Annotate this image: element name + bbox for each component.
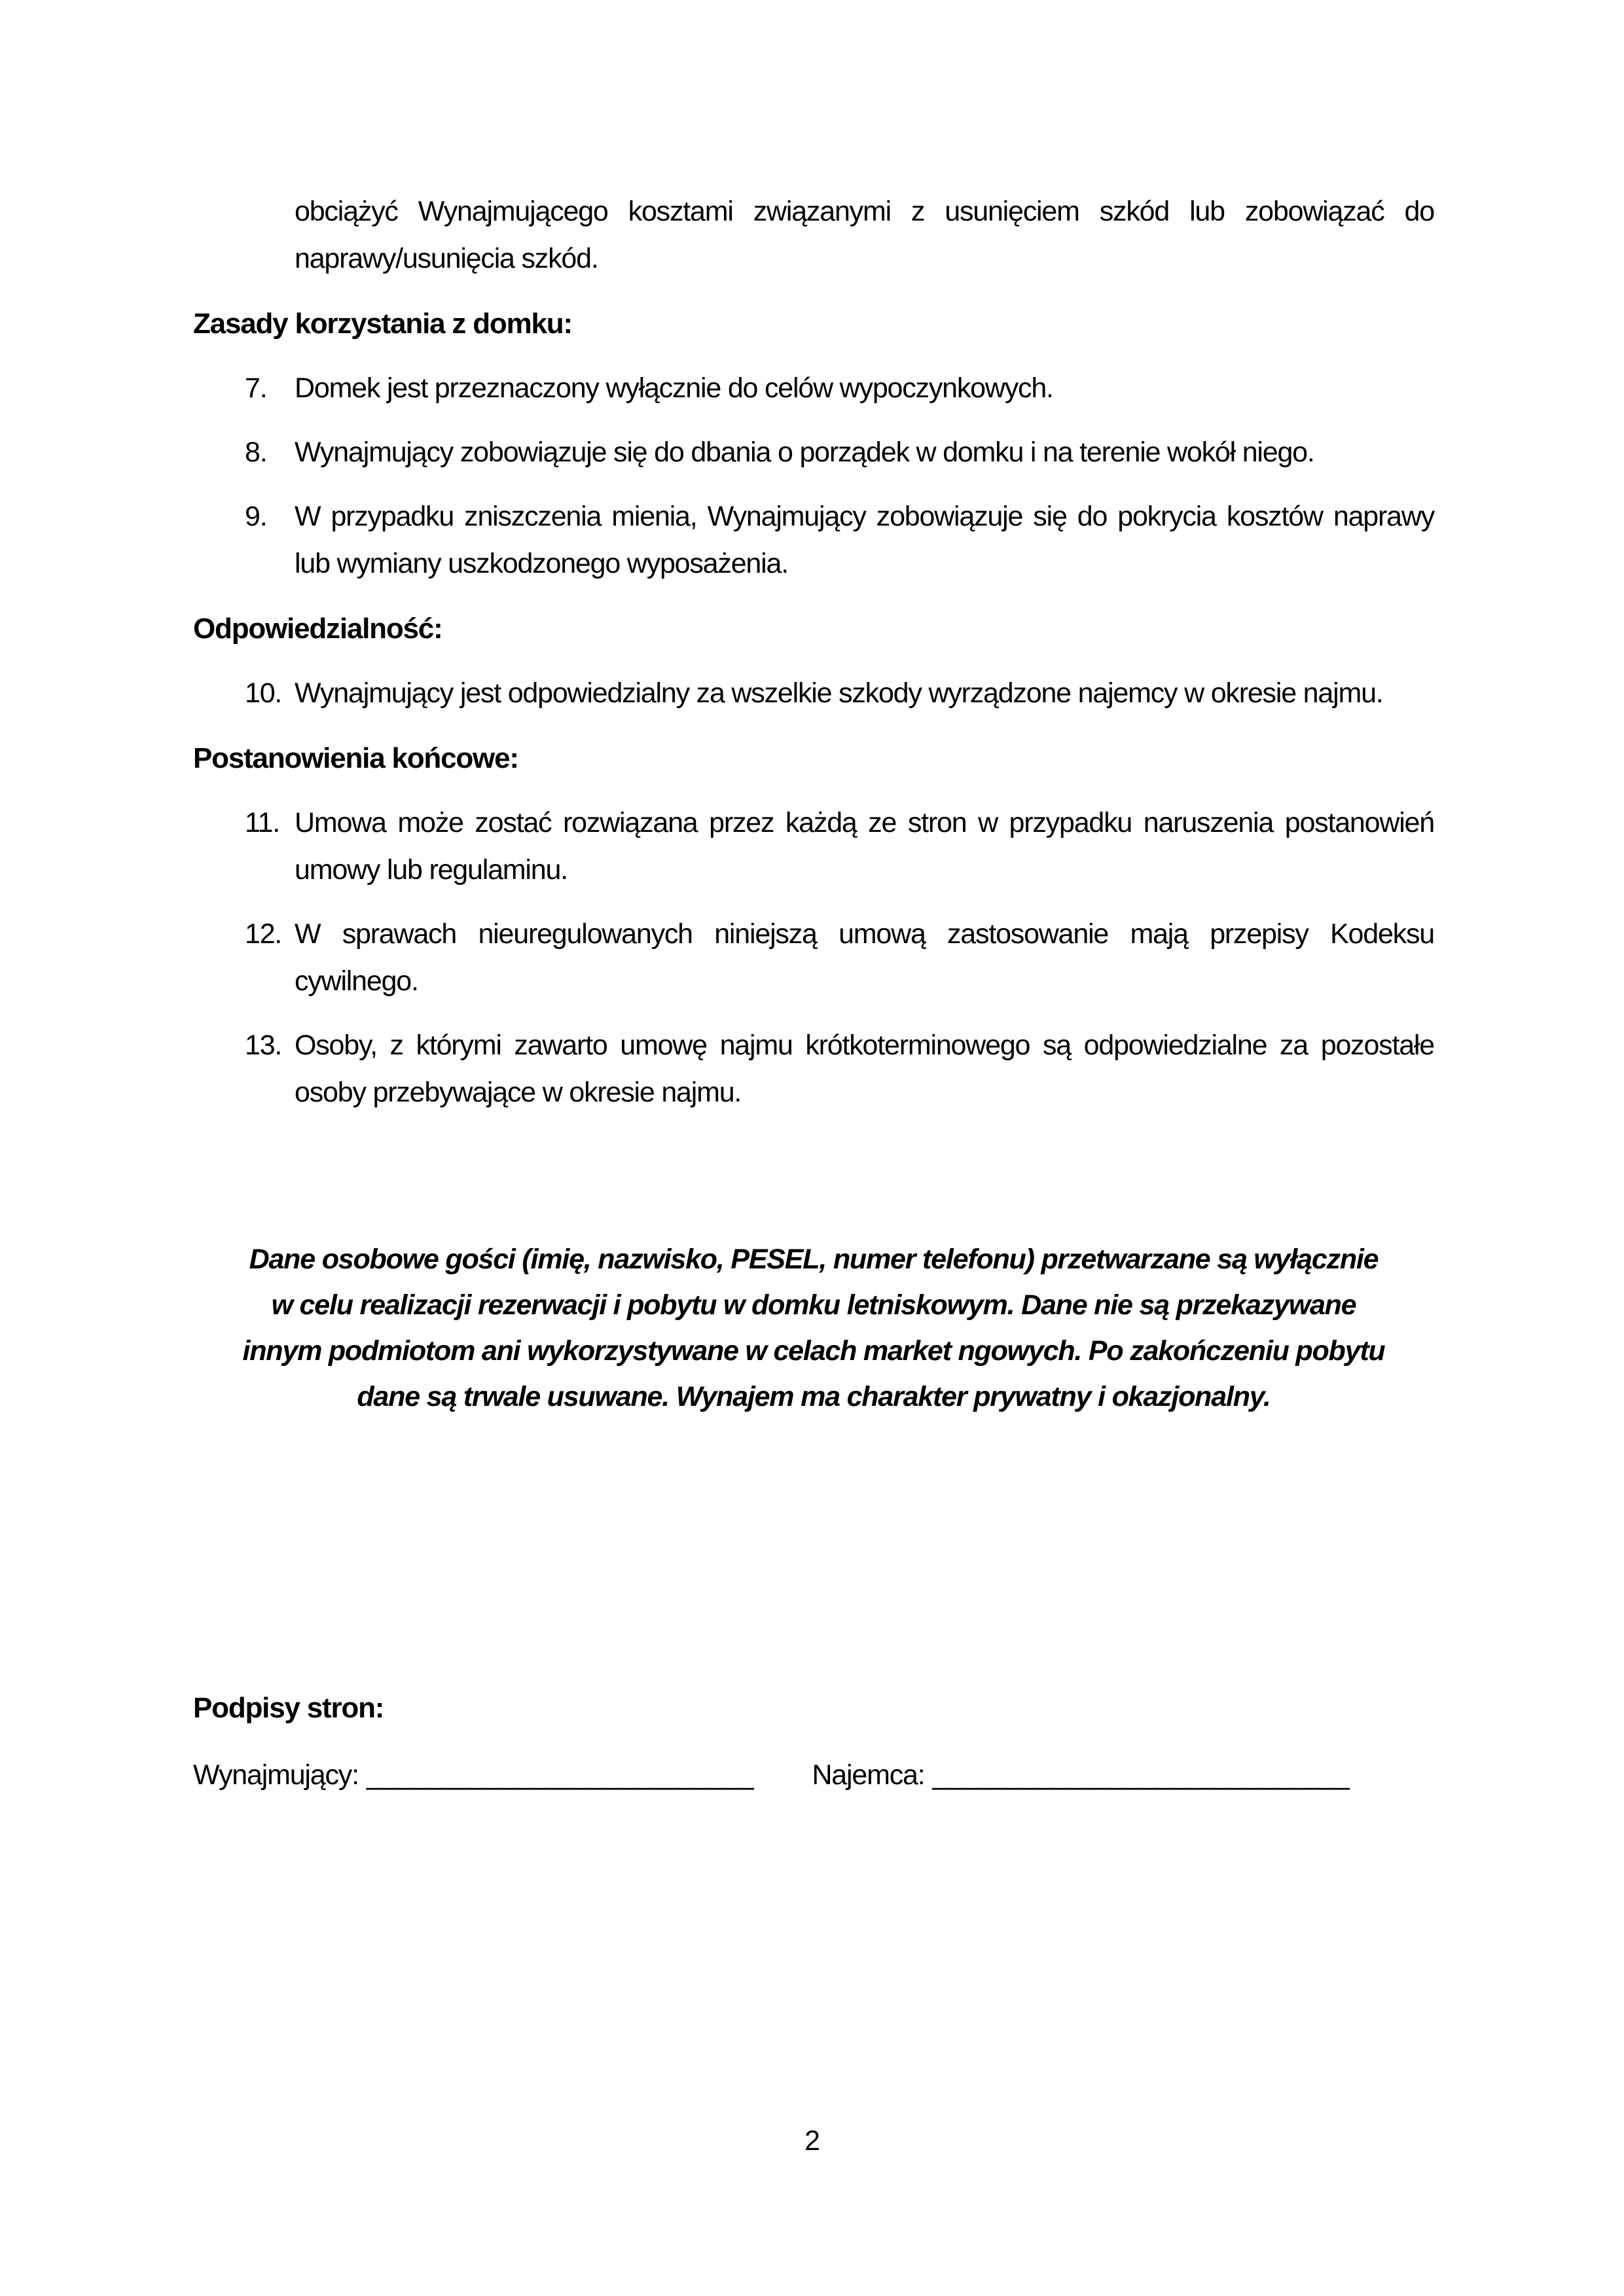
list-item-text: W sprawach nieuregulowanych niniejszą umową zastosowanie mają przepisy Kodeksu cywilnego. xyxy=(295,918,1434,997)
privacy-note-line: innym podmiotom ani wykorzystywane w celach market ngowych. Po zakończeniu pobytu xyxy=(242,1335,1385,1367)
list-item-13 xyxy=(193,1022,1434,1116)
list-item-number: 10. xyxy=(245,677,282,709)
list-item-text: Wynajmujący zobowiązuje się do dbania o porządek w domku i na terenie wokół niego. xyxy=(295,437,1314,468)
list-item-number: 13. xyxy=(245,1030,282,1061)
signature-tenant-line: ____________________________ xyxy=(932,1759,1349,1791)
list-item-text: Wynajmujący jest odpowiedzialny za wszelkie szkody wyrządzone najemcy w okresie najmu. xyxy=(295,677,1383,709)
privacy-note-line: w celu realizacji rezerwacji i pobytu w domku letniskowym. Dane nie są przekazywane xyxy=(271,1289,1356,1321)
section-heading-zasady-korzystania: Zasady korzystania z domku: xyxy=(193,308,572,340)
page-number: 2 xyxy=(804,2125,820,2157)
list-item-text: Domek jest przeznaczony wyłącznie do celów wypoczynkowych. xyxy=(295,372,1053,404)
continuation-paragraph: obciążyć Wynajmującego kosztami związanymi z usunięciem szkód lub zobowiązać do naprawy/usunięcia szkód. xyxy=(295,196,1434,274)
list-item-number: 11. xyxy=(245,807,280,838)
signature-tenant-label: Najemca: xyxy=(812,1759,925,1791)
list-item-text: Umowa może zostać rozwiązana przez każdą ze stron w przypadku naruszenia postanowień umowy lub regulaminu. xyxy=(295,807,1434,886)
signatures-heading: Podpisy stron: xyxy=(193,1692,384,1724)
signature-landlord xyxy=(193,1751,753,1799)
list-item-8 xyxy=(193,429,1434,476)
signature-tenant xyxy=(812,1751,1348,1799)
signature-row xyxy=(193,1751,1434,1799)
list-item-11 xyxy=(193,799,1434,893)
privacy-note-line: Dane osobowe gości (imię, nazwisko, PESEL, numer telefonu) przetwarzane są wyłącznie xyxy=(249,1244,1379,1275)
list-item-text: W przypadku zniszczenia mienia, Wynajmujący zobowiązuje się do pokrycia kosztów naprawy lub wymiany uszkodzonego wyposażenia. xyxy=(295,501,1434,579)
privacy-note xyxy=(193,1236,1434,1420)
list-item-12 xyxy=(193,910,1434,1005)
list-item-9 xyxy=(193,493,1434,587)
list-item-number: 7. xyxy=(245,372,267,404)
signature-landlord-label: Wynajmujący: xyxy=(193,1759,359,1791)
list-item-number: 9. xyxy=(245,501,267,532)
section-heading-postanowienia-koncowe: Postanowienia końcowe: xyxy=(193,742,518,774)
list-item-7 xyxy=(193,365,1434,412)
list-item-10 xyxy=(193,670,1434,717)
signature-landlord-line: __________________________ xyxy=(366,1759,753,1791)
list-item-number: 12. xyxy=(245,918,282,950)
privacy-note-line: dane są trwale usuwane. Wynajem ma charakter prywatny i okazjonalny. xyxy=(357,1381,1271,1412)
list-item-number: 8. xyxy=(245,437,267,468)
section-heading-odpowiedzialnosc: Odpowiedzialność: xyxy=(193,613,442,645)
list-item-text: Osoby, z którymi zawarto umowę najmu krótkoterminowego są odpowiedzialne za pozostałe osoby przebywające w okresie najmu. xyxy=(295,1030,1434,1108)
